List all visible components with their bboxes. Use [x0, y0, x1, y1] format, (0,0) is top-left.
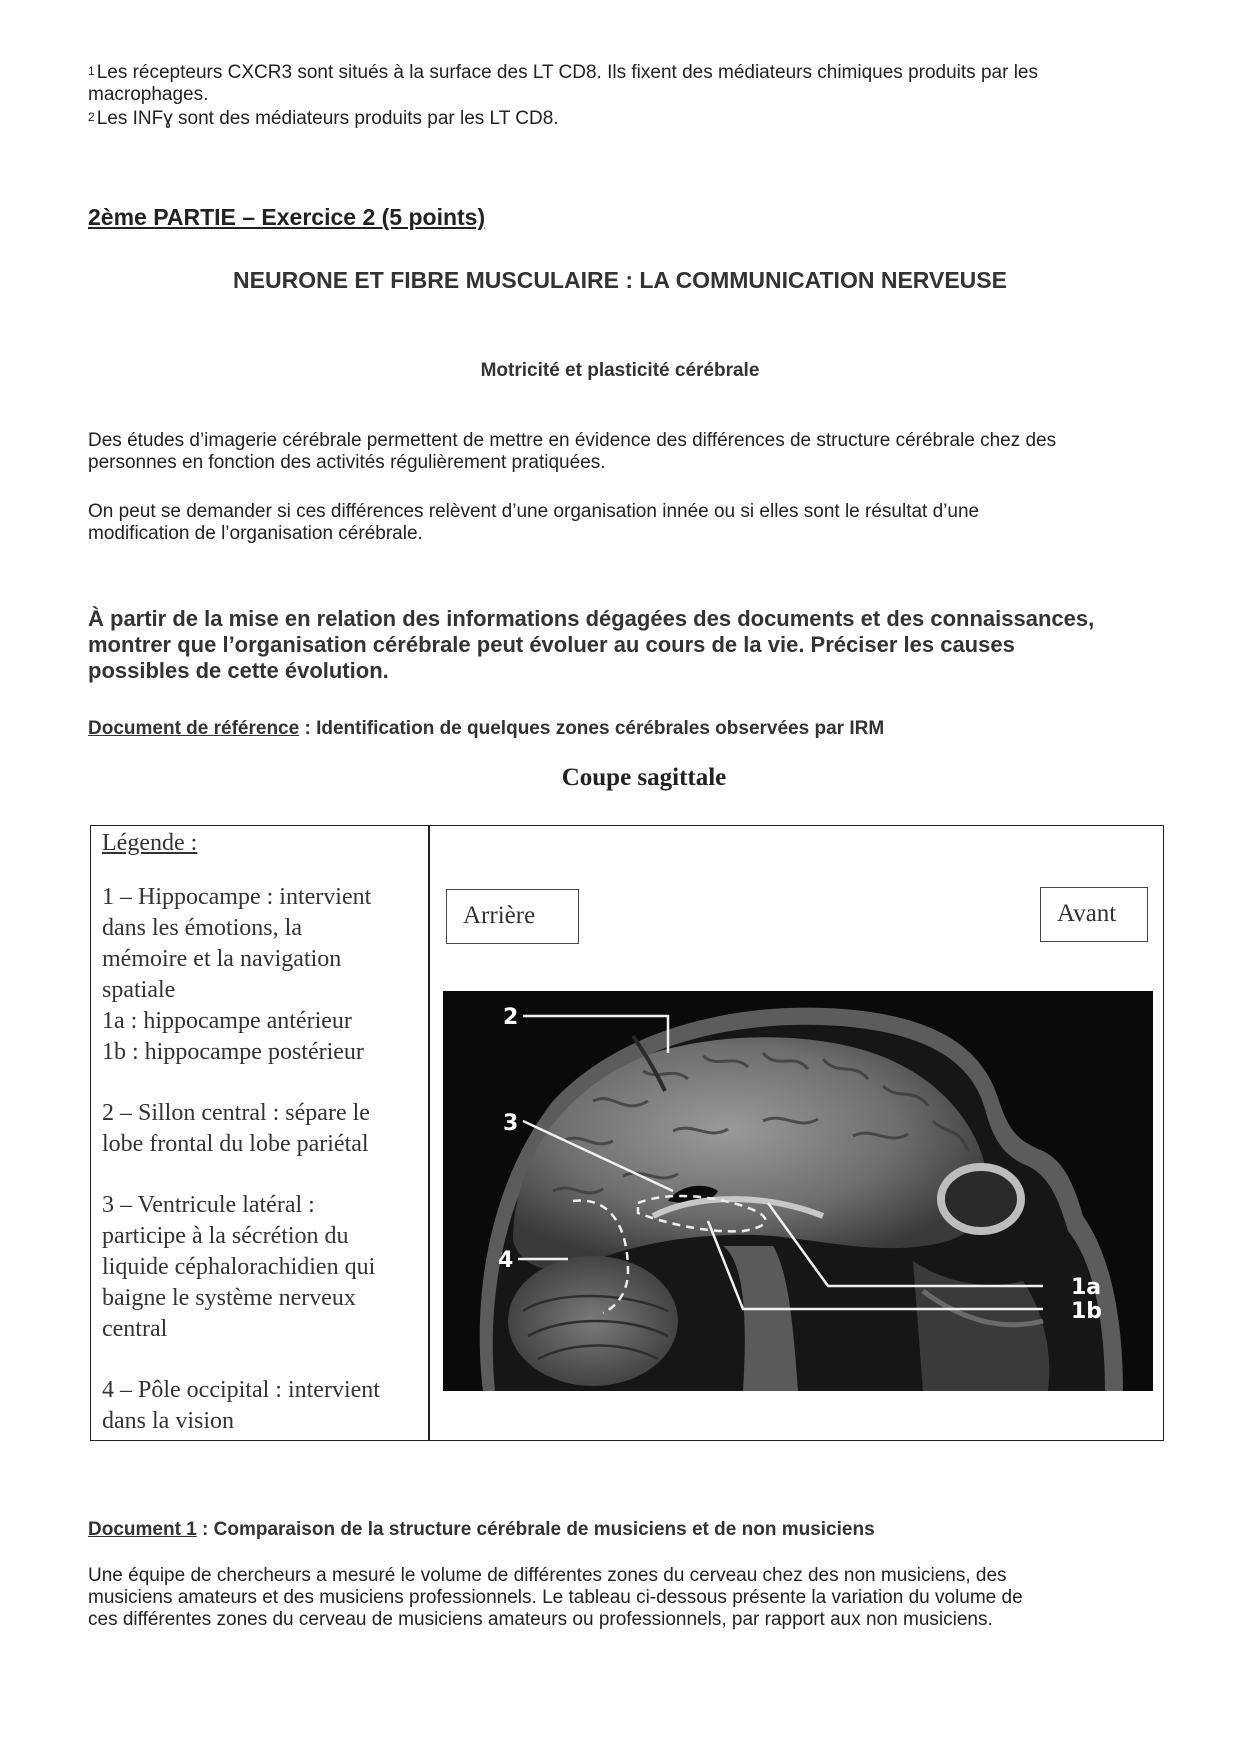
footnote-1-continuation: macrophages. — [88, 84, 209, 105]
footnote-2-text: Les INFɣ sont des médiateurs produits par les LT CD8. — [96, 108, 559, 129]
label-1b: 1b — [1071, 1299, 1103, 1324]
box-avant: Avant — [1040, 887, 1148, 942]
section-heading: 2ème PARTIE – Exercice 2 (5 points) — [88, 204, 486, 230]
legend-3-line2: participe à la sécrétion du — [102, 1223, 349, 1249]
intro-paragraph-1 — [88, 430, 1178, 474]
intro-p2-line1: On peut se demander si ces différences relèvent d’une organisation innée ou si elles sont le résultat d’une — [88, 501, 980, 522]
subtitle: Motricité et plasticité cérébrale — [480, 360, 760, 381]
doc1-heading — [88, 1518, 875, 1542]
legend-3-line1: 3 – Ventricule latéral : — [102, 1192, 315, 1218]
doc1-line2: musiciens amateurs et des musiciens professionnels. Le tableau ci-dessous présente la variation du volume de — [88, 1587, 1023, 1608]
doc-ref-title: : Identification de quelques zones cérébrales observées par IRM — [299, 718, 885, 739]
legend-1-line4: spatiale — [102, 977, 176, 1003]
legend-2-line2: lobe frontal du lobe pariétal — [102, 1131, 369, 1157]
task-statement — [88, 606, 1188, 684]
footnote-1-text: Les récepteurs CXCR3 sont situés à la surface des LT CD8. Ils fixent des médiateurs chimiques produits par les — [96, 62, 1038, 83]
legend-title: Légende : — [102, 830, 198, 856]
figure-title: Coupe sagittale — [561, 764, 727, 791]
footnote-2-number: 2 — [88, 110, 95, 124]
doc1-line3: ces différentes zones du cerveau de musiciens amateurs ou professionnels, par rapport aux non musiciens. — [88, 1609, 993, 1630]
legend-1-line1: 1 – Hippocampe : intervient — [102, 884, 372, 910]
footnote-2 — [88, 108, 1168, 130]
doc1-paragraph — [88, 1565, 1188, 1631]
legend-1-line2: dans les émotions, la — [102, 915, 302, 941]
doc1-label: Document 1 — [88, 1519, 197, 1540]
footnote-1 — [88, 62, 1168, 106]
doc1-line1: Une équipe de chercheurs a mesuré le volume de différentes zones du cerveau chez des non musiciens, des — [88, 1565, 1007, 1586]
label-2: 2 — [503, 1005, 519, 1030]
task-line2: montrer que l’organisation cérébrale peut évoluer au cours de la vie. Préciser les causes — [88, 632, 1015, 657]
doc-ref-heading — [88, 717, 884, 741]
doc1-title: : Comparaison de la structure cérébrale de musiciens et de non musiciens — [196, 1519, 875, 1540]
legend-3-line3: liquide céphalorachidien qui — [102, 1254, 376, 1280]
intro-paragraph-2 — [88, 501, 1178, 545]
intro-p2-line2: modification de l’organisation cérébrale. — [88, 523, 423, 544]
mri-sagittal-image — [443, 991, 1153, 1391]
legend-4-line2: dans la vision — [102, 1408, 234, 1434]
task-line1: À partir de la mise en relation des informations dégagées des documents et des connaissances, — [88, 606, 1095, 631]
legend-2-line1: 2 – Sillon central : sépare le — [102, 1100, 370, 1126]
legend-3-line4: baigne le système nerveux — [102, 1285, 356, 1311]
legend-3-line5: central — [102, 1316, 168, 1342]
intro-p1-line2: personnes en fonction des activités régulièrement pratiquées. — [88, 452, 606, 473]
legend-1-line5: 1a : hippocampe antérieur — [102, 1008, 352, 1034]
doc-ref-label: Document de référence — [88, 718, 300, 739]
label-3: 3 — [503, 1111, 519, 1136]
task-line3: possibles de cette évolution. — [88, 658, 389, 683]
footnote-1-number: 1 — [88, 64, 95, 78]
main-title: NEURONE ET FIBRE MUSCULAIRE : LA COMMUNICATION NERVEUSE — [233, 267, 1007, 293]
legend-1-line3: mémoire et la navigation — [102, 946, 342, 972]
figure-legend — [102, 826, 422, 1437]
figure-divider — [428, 825, 430, 1441]
label-4: 4 — [498, 1248, 514, 1273]
box-arriere: Arrière — [446, 889, 579, 944]
legend-1-line6: 1b : hippocampe postérieur — [102, 1039, 364, 1065]
legend-4-line1: 4 – Pôle occipital : intervient — [102, 1377, 380, 1403]
intro-p1-line1: Des études d’imagerie cérébrale permettent de mettre en évidence des différences de structure cérébrale chez des — [88, 430, 1057, 451]
label-1a: 1a — [1071, 1275, 1102, 1300]
